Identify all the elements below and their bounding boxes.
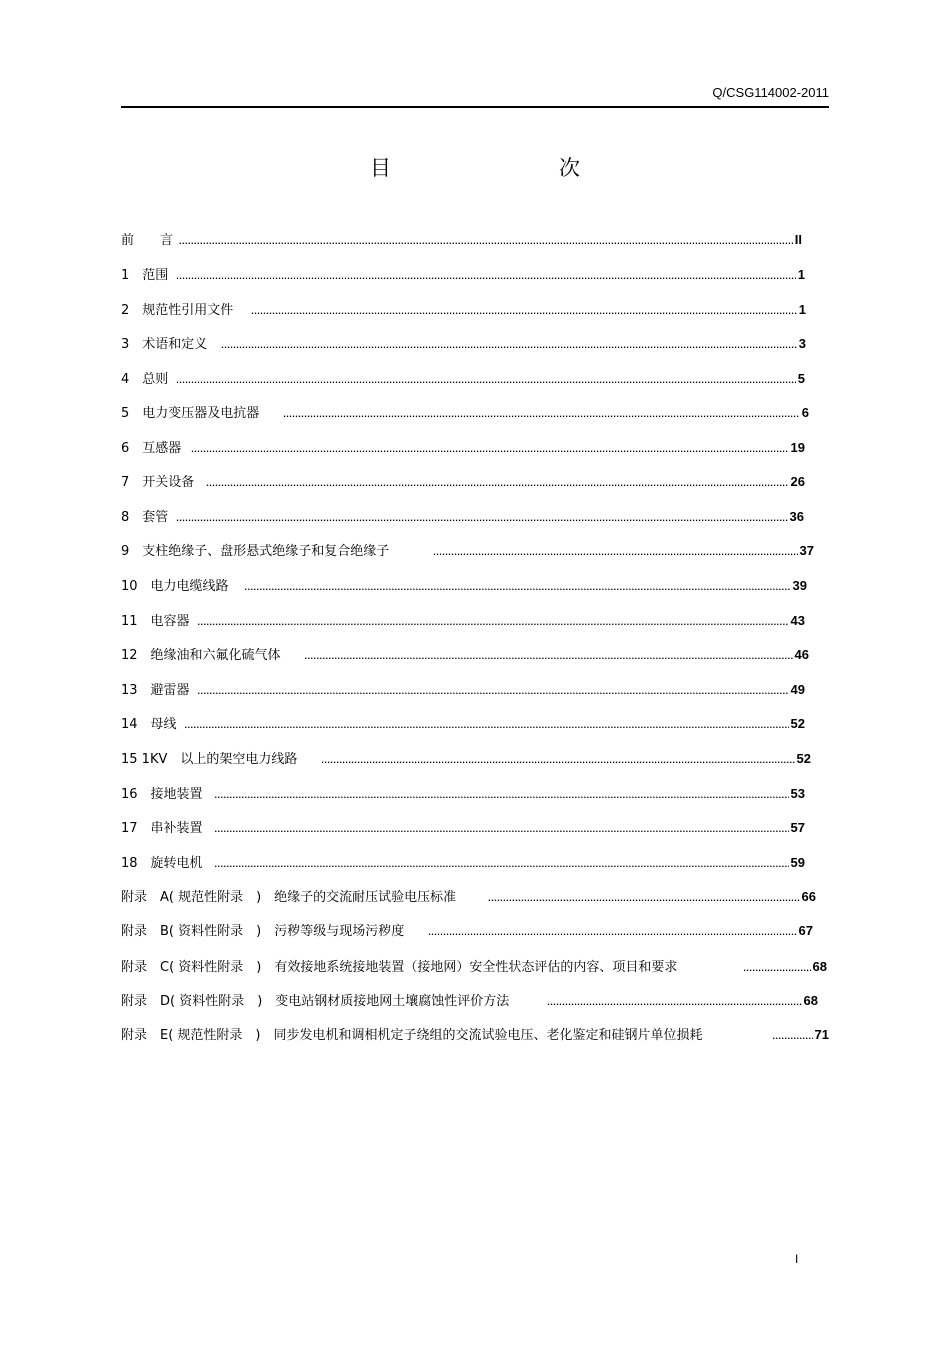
header-rule	[121, 106, 829, 108]
toc-entry-label: 附录 A( 规范性附录 ) 绝缘子的交流耐压试验电压标准	[121, 890, 457, 905]
toc-entry-label: 1 范围	[121, 268, 169, 283]
toc-entry-label: 5 电力变压器及电抗器	[121, 406, 260, 421]
toc-entry[interactable]	[121, 437, 805, 456]
toc-entry-page: 6	[801, 405, 809, 420]
toc-entry-label: 2 规范性引用文件	[121, 303, 234, 318]
toc-entry-page: 66	[801, 889, 816, 904]
toc-entry-label: 18 旋转电机	[121, 856, 203, 871]
toc-entry[interactable]	[121, 575, 807, 594]
toc-entry[interactable]	[121, 333, 806, 352]
toc-entry-page: 53	[790, 786, 805, 801]
toc-entry[interactable]	[121, 471, 805, 490]
toc-entry[interactable]	[121, 817, 805, 836]
toc-entry-label: 12 绝缘油和六氟化硫气体	[121, 648, 281, 663]
toc-entry-page: 19	[790, 440, 805, 455]
toc-entry[interactable]	[121, 852, 805, 871]
toc-entry-page: 59	[790, 855, 805, 870]
toc-entry[interactable]	[121, 610, 805, 629]
toc-entry-page: 37	[799, 543, 814, 558]
toc-entry-label: 8 套管	[121, 510, 169, 525]
toc-entry[interactable]	[121, 956, 827, 975]
toc-entry[interactable]	[121, 368, 805, 387]
toc-entry-page: 43	[790, 613, 805, 628]
toc-entry-page: 68	[812, 959, 827, 974]
toc-entry-page: 68	[803, 993, 818, 1008]
toc-entry[interactable]	[121, 229, 802, 248]
toc-entry-label: 16 接地装置	[121, 787, 203, 802]
toc-entry-label: 11 电容器	[121, 614, 190, 629]
toc-entry[interactable]	[121, 783, 805, 802]
toc-entry-page: 52	[790, 716, 805, 731]
toc-entry-page: 1	[798, 302, 806, 317]
toc-entry-page: 67	[798, 923, 813, 938]
toc-entry-page: 46	[794, 647, 809, 662]
toc-entry-page: 57	[790, 820, 805, 835]
toc-entry-label: 6 互感器	[121, 441, 182, 456]
toc-entry-page: 3	[798, 336, 806, 351]
toc-entry-label: 7 开关设备	[121, 475, 195, 490]
toc-entry-label: 17 串补装置	[121, 821, 203, 836]
toc-entry-page: 52	[796, 751, 811, 766]
page-number: I	[795, 1252, 799, 1266]
toc-entry-label: 14 母线	[121, 717, 177, 732]
toc-entry[interactable]	[121, 299, 806, 318]
toc-entry[interactable]	[121, 679, 805, 698]
toc-entry-label: 10 电力电缆线路	[121, 579, 229, 594]
toc-entry-label: 3 术语和定义	[121, 337, 208, 352]
toc-entry[interactable]	[121, 1024, 829, 1043]
toc-entry[interactable]	[121, 920, 813, 939]
toc-entry-label: 附录 D( 资料性附录 ) 变电站钢材质接地网土壤腐蚀性评价方法	[121, 994, 510, 1009]
toc-entry-label: 附录 C( 资料性附录 ) 有效接地系统接地装置（接地网）安全性状态评估的内容、项目和要求	[121, 960, 678, 975]
toc-entry[interactable]	[121, 886, 816, 905]
toc-entry-page: 26	[790, 474, 805, 489]
page-title: 目 次	[370, 156, 622, 180]
toc-entry[interactable]	[121, 644, 809, 663]
toc-entry-page: 49	[790, 682, 805, 697]
toc-entry[interactable]	[121, 506, 804, 525]
toc-entry[interactable]	[121, 540, 814, 559]
toc-entry-page: 39	[792, 578, 807, 593]
toc-entry-label: 前 言	[121, 233, 174, 248]
toc-entry-page: II	[794, 232, 802, 247]
toc-entry-page: 71	[814, 1027, 829, 1042]
toc-entry[interactable]	[121, 402, 809, 421]
document-code: Q/CSG114002-2011	[712, 85, 829, 100]
toc-entry-page: 5	[797, 371, 805, 386]
toc-entry[interactable]	[121, 264, 805, 283]
toc-entry[interactable]	[121, 713, 805, 732]
toc-entry-label: 15 1KV 以上的架空电力线路	[121, 752, 298, 767]
toc-entry-label: 附录 E( 规范性附录 ) 同步发电机和调相机定子绕组的交流试验电压、老化鉴定和硅钢片单位损耗	[121, 1028, 703, 1043]
toc-entry-label: 13 避雷器	[121, 683, 190, 698]
toc-entry-label: 附录 B( 资料性附录 ) 污秽等级与现场污秽度	[121, 924, 405, 939]
toc-entry[interactable]	[121, 990, 818, 1009]
toc-entry-label: 9 支柱绝缘子、盘形悬式绝缘子和复合绝缘子	[121, 544, 390, 559]
toc-entry-label: 4 总则	[121, 372, 169, 387]
toc-entry-page: 36	[789, 509, 804, 524]
toc-entry-page: 1	[797, 267, 805, 282]
toc-entry[interactable]	[121, 748, 811, 767]
